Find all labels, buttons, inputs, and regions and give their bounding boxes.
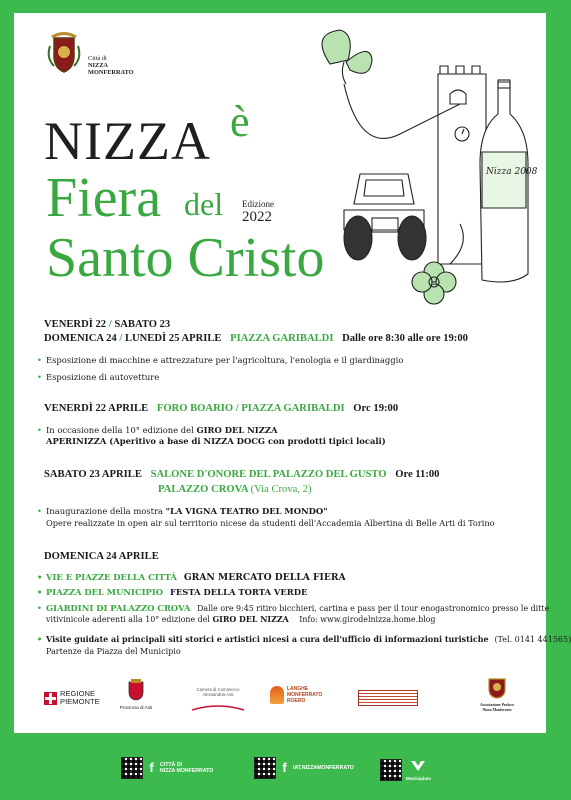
s3-place2-addr: (Via Crova, 2) [250,484,312,495]
butterfly-icon [322,30,460,138]
provincia-crest-icon [128,679,144,701]
s1-dates-line1 [44,319,170,330]
s3-date: SABATO 23 APRILE [44,469,142,480]
langhe-leaf-icon [270,686,284,704]
regione-text [60,690,100,706]
facebook-icon[interactable]: f [282,760,287,775]
qr-code-icon[interactable] [121,757,143,779]
regione-piemonte-logo [44,690,100,706]
city-line3: MONFERRATO [88,69,134,76]
s3-b1-bold: "LA VIGNA TEATRO DEL MONDO" [165,506,328,516]
s1-bullet-1: • Esposizione di macchine e attrezzature per l'agricoltura, l'enologia e il giardinaggio [46,355,403,366]
wine-bottle-icon [480,80,528,282]
s4-r3-place: GIARDINI DI PALAZZO CROVA [46,603,191,613]
tractor-icon [344,174,426,260]
city-name [88,55,134,76]
s1-date-a: VENERDÌ 22 [44,319,107,330]
s4-r3-line2-bold: GIRO DEL NIZZA [212,615,289,624]
s1-sep-b: / [116,333,125,344]
s4-row-4 [46,634,571,645]
langhe-line2: MONFERRATO [287,692,323,698]
s2-place: FORO BOARIO / PIAZZA GARIBALDI [156,403,345,414]
qr-code-icon[interactable] [380,759,402,781]
s2-b1-pre: In occasione della 10° edizione del [46,425,197,435]
s2-bullet-1 [46,425,277,436]
s4-r2-event: FESTA DELLA TORTA VERDE [169,587,308,597]
s3-bullet-1 [46,506,328,517]
s1-time: Dalle ore 8:30 alle ore 19:00 [342,333,468,344]
title-fiera: Fiera [46,167,162,229]
city-crest-icon [46,32,82,80]
footer-facebook-city[interactable] [121,757,213,779]
s1-bullet-2: • Esposizione di autovetture [46,372,159,383]
title-santo-cristo: Santo Cristo [46,227,325,289]
tower-icon [438,66,486,264]
s1-sep-a: / [106,319,115,330]
s4-row-3 [46,603,549,614]
s4-r1-place: VIE E PIAZZE DELLA CITTÀ [46,572,177,582]
consorzio-logo [358,690,418,706]
langhe-line3: ROERO [287,698,306,704]
s4-r3-line2-pre: vitivinicole aderenti alla 10° edizione del [46,615,213,624]
camera-swoosh-icon [190,704,246,712]
s4-row-2 [46,587,307,598]
title-e: è [230,97,250,146]
s4-row-3-line2 [46,614,435,625]
s1-dates-line2 [44,333,468,344]
pro-loco-line2: Nizza Monferrato [482,707,512,712]
s4-r4-text: Visite guidate ai principali siti storici e artistici nicesi a cura dell'ufficio di informazioni turistiche [46,634,489,644]
langhe-monferrato-roero-logo [270,686,322,704]
footer-city-line2: NIZZA MONFERRATO [160,768,214,774]
title-year: 2022 [242,209,272,225]
footer-facebook-iat[interactable] [254,757,354,779]
s4-r2-place: PIAZZA DEL MUNICIPIO [46,587,164,597]
regione-line1: REGIONE [60,689,96,698]
footer-city-text [160,762,213,774]
city-line1: Città di [88,55,107,62]
s3-time: Ore 11:00 [395,469,440,480]
s1-date-d: LUNEDÌ 25 APRILE [124,333,222,344]
regione-line2: PIEMONTE [60,697,100,706]
s3-place2-line [158,484,311,495]
s1-date-b: SABATO 23 [114,319,171,330]
s3-b1-pre: Inaugurazione della mostra [46,506,166,516]
langhe-line1: LANGHE [287,686,309,692]
s2-date: VENERDÌ 22 APRILE [44,403,149,414]
camera-commercio-logo [190,687,246,716]
s4-date: DOMENICA 24 APRILE [44,551,159,562]
piemonte-flag-icon [44,692,57,705]
festival-illustration [300,24,540,314]
provincia-asti-logo [116,679,156,710]
camera-line2: Alessandria-Asti [202,692,234,697]
s4-r3-line2-info: Info: www.girodelnizza.home.blog [299,615,436,624]
s4-row-1 [46,572,346,583]
title-edizione: Edizione [242,199,274,209]
s1-place: PIAZZA GARIBALDI [230,333,334,344]
municipium-app-icon[interactable] [406,757,430,782]
s2-line2: APERINIZZA (Aperitivo a base di NIZZA DOCG con prodotti tipici locali) [46,436,386,446]
s3-place: SALONE D'ONORE DEL PALAZZO DEL GUSTO [150,469,387,480]
title-nizza: NIZZA [44,111,211,171]
s1-date-c: DOMENICA 24 [44,333,117,344]
title-del: del [184,186,224,222]
s3-header [44,469,439,480]
s4-r3-text: Dalle ore 9:45 ritiro bicchieri, cartina e pass per il tour enogastronomico presso le ditte [197,604,550,613]
city-line2: NIZZA [88,62,108,69]
footer-city-line1: CITTÀ DI [160,762,182,768]
qr-code-icon[interactable] [254,757,276,779]
s4-r4-tel: (Tel. 0141 441565) [494,635,571,644]
s2-b1-bold: GIRO DEL NIZZA [196,425,278,435]
provincia-text: Provincia di Asti [119,705,153,710]
municipium-text: Municipium [406,776,431,781]
pro-loco-line1: Associazione Proloco [480,703,514,707]
pro-loco-crest-icon [488,677,506,699]
camera-line1: Camera di Commercio [196,687,240,692]
pro-loco-logo [472,677,522,712]
s4-r1-event: GRAN MERCATO DELLA FIERA [183,572,346,583]
s2-time: Orc 19:00 [353,403,399,414]
s3-place2: PALAZZO CROVA [158,484,248,495]
facebook-icon[interactable]: f [149,760,154,775]
footer-municipium[interactable] [380,757,430,782]
footer-iat-text: IAT.NIZZAMONFERRATO [293,765,354,771]
s2-header [44,403,398,414]
bottle-label-text: Nizza 2008 [486,167,538,177]
s3-line2: Opere realizzate in open air sul territorio nicese da studenti dell'Accademia Albertina di Belle Arti di Torino [46,518,495,528]
s4-row-4-line2: Partenze da Piazza del Municipio [46,647,181,656]
